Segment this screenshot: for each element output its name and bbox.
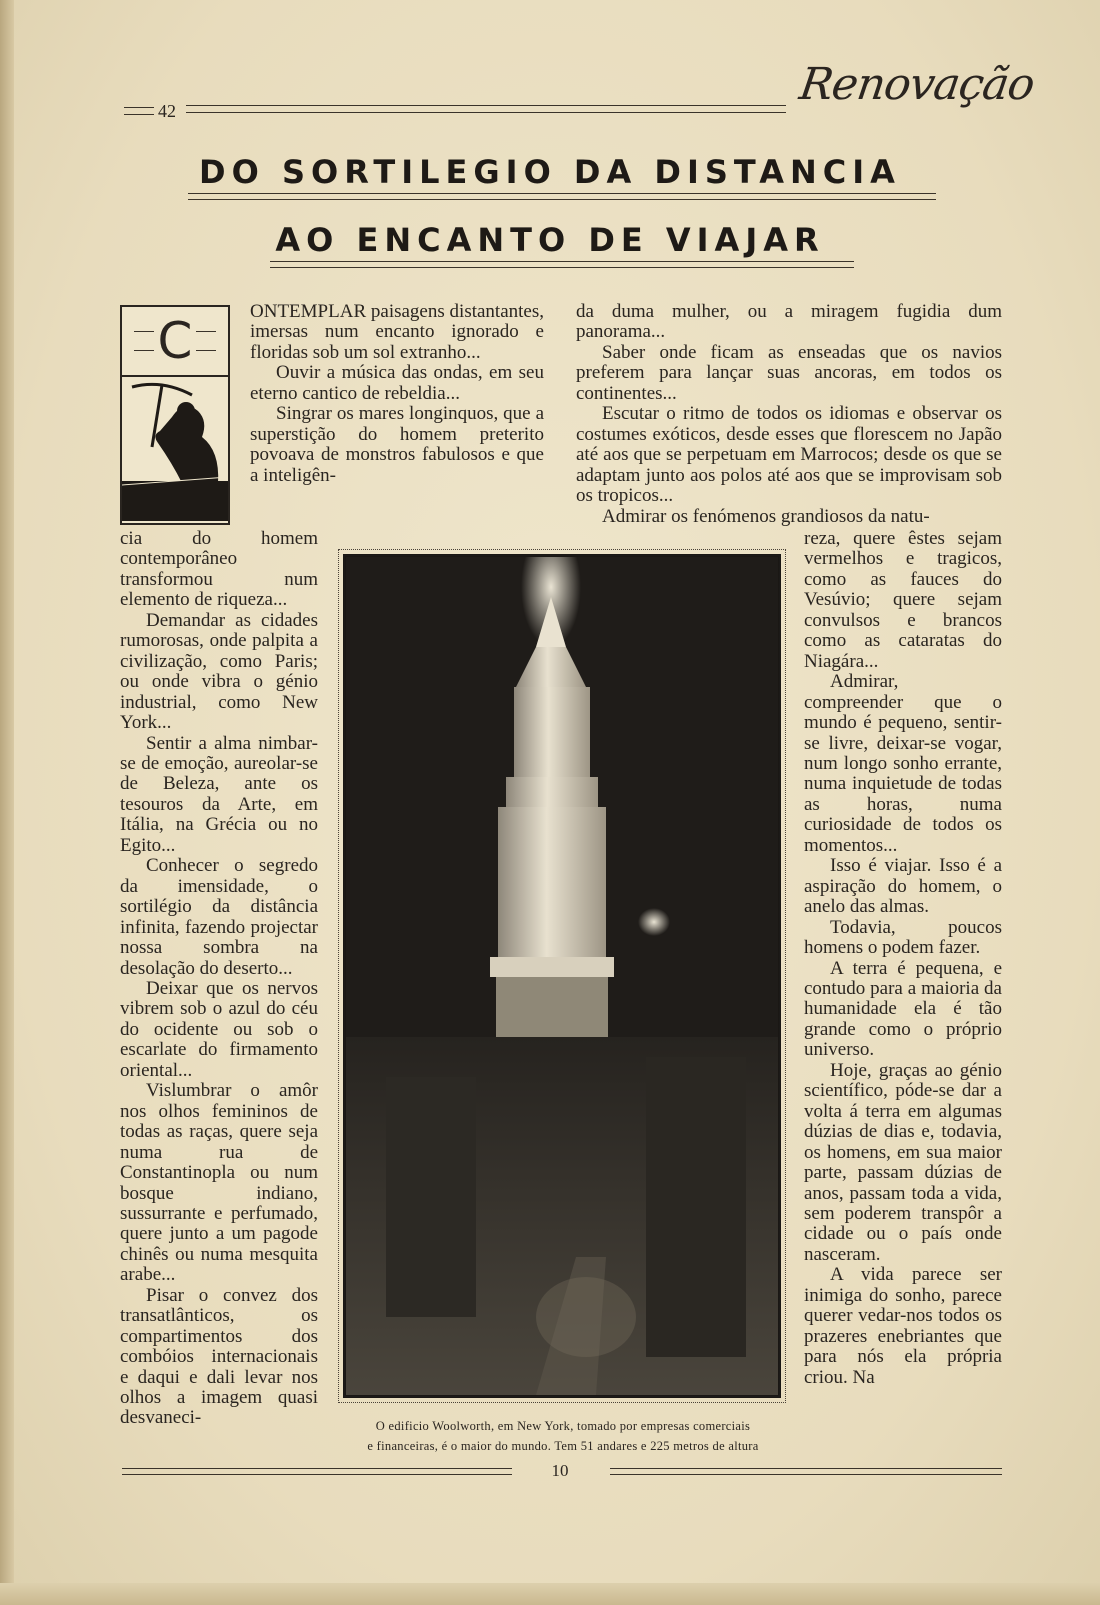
page-number: 42: [158, 101, 176, 121]
paragraph: Admirar os fenómenos grandiosos da natu-: [602, 505, 930, 527]
paragraph: Todavia, poucos homens o podem fazer.: [804, 916, 1002, 959]
left-column: [120, 529, 318, 1429]
header-rule-left: [124, 107, 154, 115]
paragraph: reza, quere êstes sejam vermelhos e tragicos, como as fauces do Vesúvio; quere sejam convulsos e brancos como as cataratas do Niagára...: [804, 528, 1002, 672]
drop-cap-letter: C: [157, 312, 193, 370]
paragraph: cia do homem contemporâneo transformou num elemento de riqueza...: [120, 528, 318, 611]
footer-page-number: 10: [551, 1461, 569, 1480]
right-column: [804, 529, 1002, 1388]
paragraph: Conhecer o segredo da imensidade, o sortilégio da distância infinita, fazendo projectar nossa sombra na desolação do deserto...: [120, 855, 318, 979]
woolworth-building-photo: [343, 554, 781, 1398]
photo-caption: [326, 1416, 800, 1456]
title-rule: [188, 193, 936, 200]
caption-line: e financeiras, é o maior do mundo. Tem 51 andares e 225 metros de altura: [367, 1439, 759, 1453]
paragraph: A terra é pequena, e contudo para a maioria da humanidade ela é tão grande como o próprio universo.: [804, 957, 1002, 1061]
subtitle-rule: [270, 261, 854, 268]
masthead-logo: Renovação: [796, 59, 1038, 110]
lead-column: [250, 302, 544, 486]
paragraph: Saber onde ficam as enseadas que os navios preferem para lançar suas ancoras, em todos os continentes...: [576, 341, 1002, 404]
paragraph: Vislumbrar o amôr nos olhos femininos de todas as raças, quere seja numa rua de Constantinopla ou num bosque indiano, sussurrante e perfumado, quere junto a um pagode chinês ou numa mesquita arabe...: [120, 1080, 318, 1286]
paragraph: Demandar as cidades rumorosas, onde palpita a civilização, como Paris; ou onde vibra o génio industrial, como New York...: [120, 609, 318, 734]
paragraph: Deixar que os nervos vibrem sob o azul do céu do ocidente ou sob o escarlate do firmamento oriental...: [120, 977, 318, 1081]
footer-rule: [610, 1468, 1002, 1475]
paragraph: A vida parece ser inimiga do sonho, parece querer vedar-nos todos os prazeres enebriantes que para nós ela própria criou. Na: [804, 1264, 1002, 1388]
article-title-line1: DO SORTILEGIO DA DISTANCIA: [199, 153, 901, 191]
paragraph: Isso é viajar. Isso é a aspiração do homem, o anelo das almas.: [804, 855, 1002, 918]
article-title-line2: AO ENCANTO DE VIAJAR: [275, 221, 825, 259]
skyscraper-night-image: [346, 557, 778, 1395]
paragraph: Hoje, graças ao génio scientífico, póde-se dar a volta á terra em algumas dúzias de dias e, todavia, os homens, em sua maior parte, passam dúzias de anos, passam toda a vida, sem poderem transpôr a cidade ou o país onde nasceram.: [804, 1059, 1002, 1265]
paragraph: Pisar o convez dos transatlânticos, os compartimentos dos combóios internacionais e daqui e dali levar nos olhos a imagem quasi desvaneci-: [120, 1284, 318, 1429]
paragraph: Ouvir a música das ondas, em seu eterno cantico de rebeldia...: [250, 362, 544, 404]
right-top-column: [576, 302, 1002, 527]
paragraph: Escutar o ritmo de todos os idiomas e observar os costumes exóticos, desde esses que florescem no Japão até aos que se perpetuam em Marrocos; desde os que se adaptam junto aos polos até aos que se improvisam sob os tropicos...: [576, 403, 1002, 507]
drop-cap-frame: [122, 307, 228, 377]
drop-cap-block: [120, 305, 230, 525]
header-rule: [186, 105, 786, 113]
paragraph: Singrar os mares longinquos, que a superstição do homem preterito povoava de monstros fabulosos e que a inteligên-: [250, 403, 544, 486]
pickaxe-worker-illustration: [122, 377, 228, 521]
paragraph: ONTEMPLAR paisagens distantantes, imersas num encanto ignorado e floridas sob um sol extranho...: [250, 301, 544, 363]
caption-line: O edificio Woolworth, em New York, tomado por empresas comerciais: [375, 1419, 751, 1433]
paragraph: Admirar, compreender que o mundo é pequeno, sentir-se livre, deixar-se vogar, num longo sonho errante, numa inquietude de todas as horas, numa curiosidade de todos os momentos...: [804, 671, 1002, 856]
footer-rule: [122, 1468, 512, 1475]
paragraph: Sentir a alma nimbar-se de emoção, aureolar-se de Beleza, ante os tesouros da Arte, em Itália, na Grécia ou no Egito...: [120, 732, 318, 856]
paragraph: da duma mulher, ou a miragem fugidia dum panorama...: [576, 301, 1002, 343]
page-bottom-edge: [0, 1583, 1100, 1605]
